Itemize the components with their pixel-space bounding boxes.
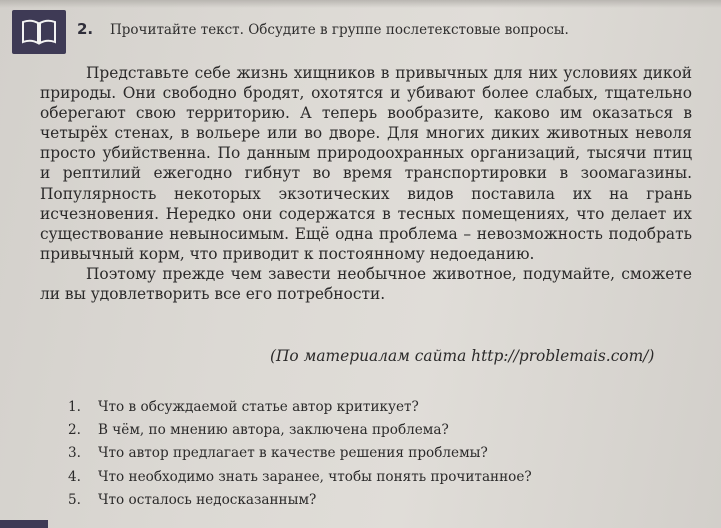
task-number: 2. (77, 20, 94, 38)
open-book-icon (21, 19, 57, 45)
question-item (68, 466, 532, 489)
text-paragraph-2: Поэтому прежде чем завести необычное животное, подумайте, сможете ли вы удовлетворить все его потребности. (40, 264, 692, 304)
page-corner-mark (0, 520, 48, 528)
question-list (68, 396, 532, 512)
question-number: 1. (68, 399, 81, 415)
task-instruction: Прочитайте текст. Обсудите в группе послетекстовые вопросы. (110, 22, 569, 38)
question-item (68, 442, 532, 465)
question-item (68, 489, 532, 512)
question-number: 4. (68, 468, 81, 485)
question-text: Что в обсуждаемой статье автор критикует? (98, 399, 419, 415)
task-badge (12, 10, 66, 54)
question-number: 5. (68, 491, 81, 508)
text-paragraph-1: Представьте себе жизнь хищников в привычных для них условиях дикой природы. Они свободно бродят, охотятся и убивают более слабых, тщательно оберегают свою территорию. А теперь вообразите, каково им оказаться в четырёх стенах, в вольере или во дворе. Для многих диких животных неволя просто убийственна. По данным природоохранных организаций, тысячи птиц и рептилий ежегодно гибнут во время транспортировки в зоомагазины. Популярность некоторых экзотических видов поставила их на грань исчезновения. Нередко они содержатся в тесных помещениях, что делает их существование невыносимым. Ещё одна проблема – невозможность подобрать привычный корм, что приводит к постоянному недоеданию. (40, 64, 692, 263)
question-number: 2. (68, 422, 81, 439)
question-item (68, 419, 532, 442)
text-source: (По материалам сайта http://problemais.com/) (270, 347, 655, 365)
page-edge-shadow (0, 0, 721, 8)
question-text: В чём, по мнению автора, заключена проблема? (98, 422, 449, 439)
question-text: Что автор предлагает в качестве решения проблемы? (98, 445, 488, 462)
reading-text (40, 63, 692, 304)
question-text: Что необходимо знать заранее, чтобы понять прочитанное? (98, 468, 532, 485)
question-item (68, 396, 532, 419)
question-text: Что осталось недосказанным? (98, 491, 317, 508)
question-number: 3. (68, 445, 81, 462)
